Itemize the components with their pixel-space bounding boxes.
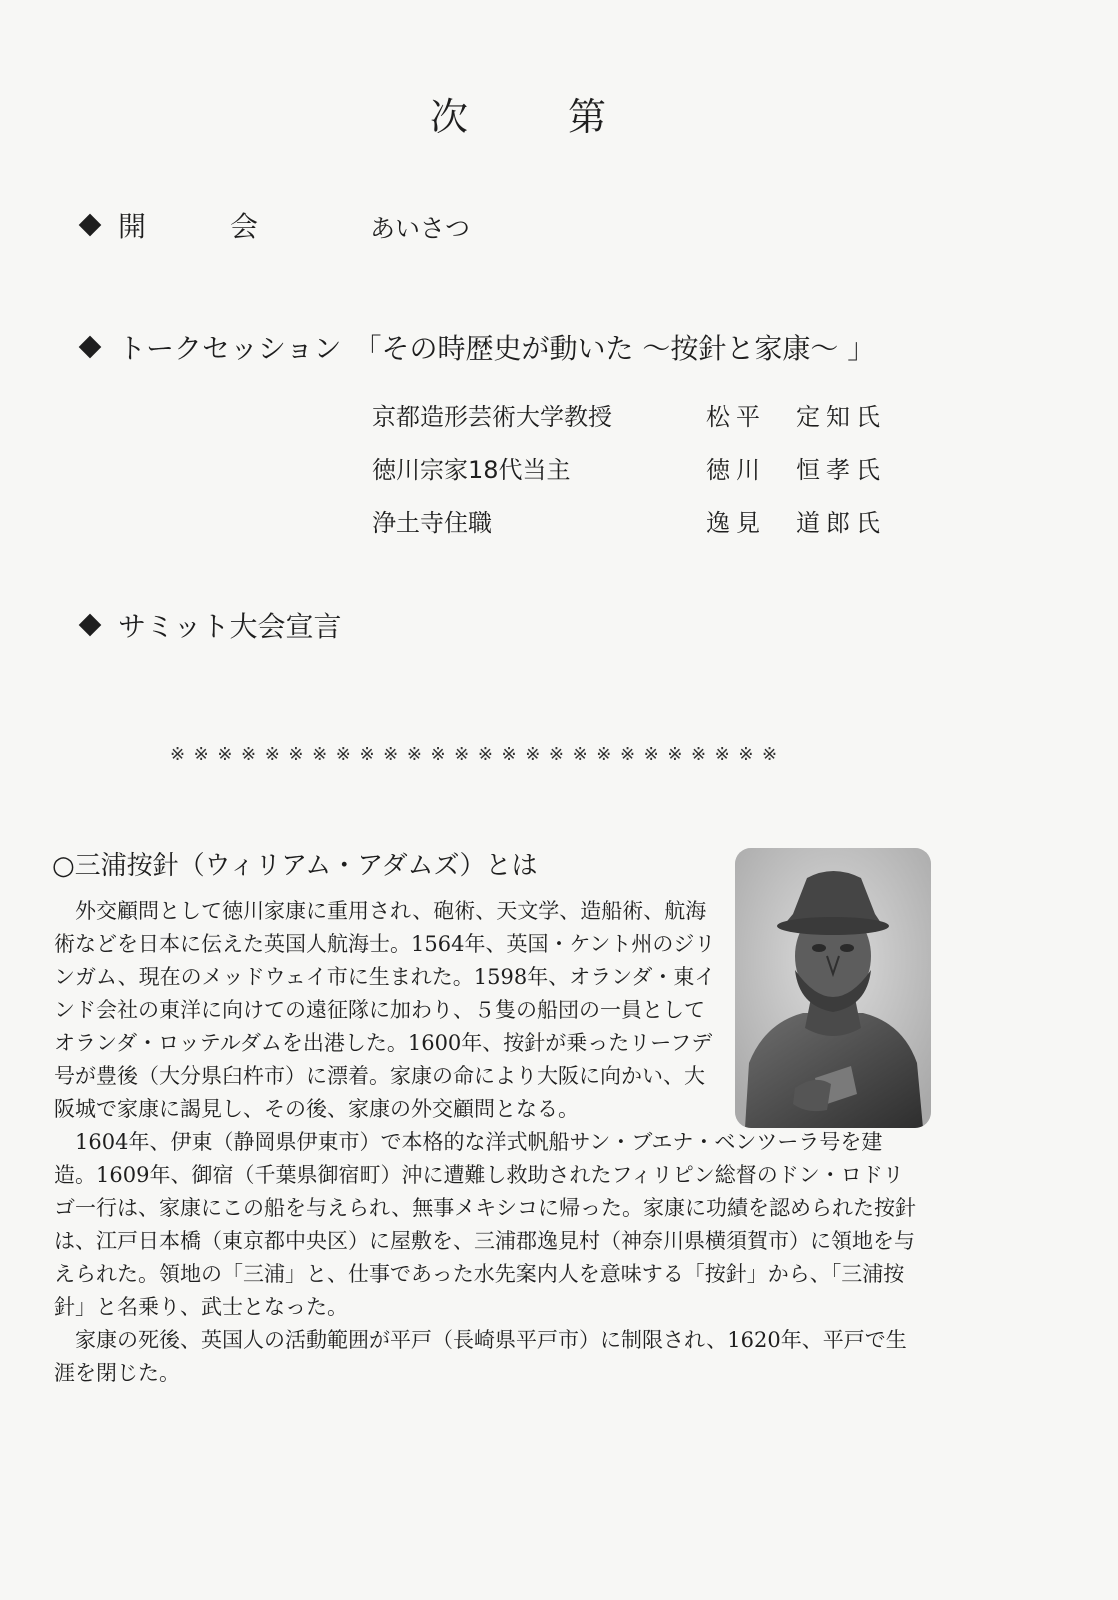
paragraph: 家康の死後、英国人の活動範囲が平戸（長崎県平戸市）に制限され、1620年、平戸で生涯を閉じた。 [54,1328,907,1385]
diamond-bullet-icon [79,614,102,637]
guest-name: 松平 定知氏 [706,403,886,431]
title-char-2: 第 [568,95,607,139]
guest-role: 浄土寺住職 [372,509,492,537]
declaration-label: サミット大会宣言 [118,610,342,643]
paragraph: 1604年、伊東（静岡県伊東市）で本格的な洋式帆船サン・ブエナ・ベンツーラ号を建造。1609年、御宿（千葉県御宿町）沖に遭難し救助されたフィリピン総督のドン・ロドリゴ一行は、家康にこの船を与えられ、無事メキシコに帰った。家康に功績を認められた按針は、江戸日本橋（東京都中央区）に屋敷を、三浦郡逸見村（神奈川県横須賀市）に領地を与えられた。領地の「三浦」と、仕事であった水先案内人を意味する「按針」から、「三浦按針」と名乗り、武士となった。 [54,1130,917,1319]
body-text [54,895,924,1390]
program-item-talk [76,327,875,367]
section-heading: ○三浦按針（ウィリアム・アダムズ）とは [52,851,538,881]
opening-label: 開会 [118,210,343,243]
paragraph: 外交顧問として徳川家康に重用され、砲術、天文学、造船術、航海術などを日本に伝えた英国人航海士。1564年、英国・ケント州のジリンガム、現在のメッドウェイ市に生まれた。1598年、オランダ・東インド会社の東洋に向けての遠征隊に加わり、５隻の船団の一員としてオランダ・ロッテルダムを出港した。1600年、按針が乗ったリーフデ号が豊後（大分県臼杵市）に漂着。家康の命により大阪に向かい、大阪城で家康に謁見し、その後、家康の外交顧問となる。 [54,899,716,1121]
separator-line: ※※※※※※※※※※※※※※※※※※※※※※※※※※ [170,744,786,765]
diamond-bullet-icon [79,214,102,237]
guest-name: 徳川 恒孝氏 [706,456,886,484]
title-char-1: 次 [430,95,469,139]
diamond-bullet-icon [79,336,102,359]
talk-label: トークセッション [118,332,342,365]
guest-role: 徳川宗家18代当主 [372,456,571,484]
talk-subtitle: 「その時歴史が動いた 〜按針と家康〜 」 [353,332,876,365]
opening-sub: あいさつ [370,214,471,243]
guest-role: 京都造形芸術大学教授 [372,403,612,431]
program-item-opening [76,205,471,245]
guest-name: 逸見 道郎氏 [706,509,886,537]
program-item-declaration [76,605,341,645]
